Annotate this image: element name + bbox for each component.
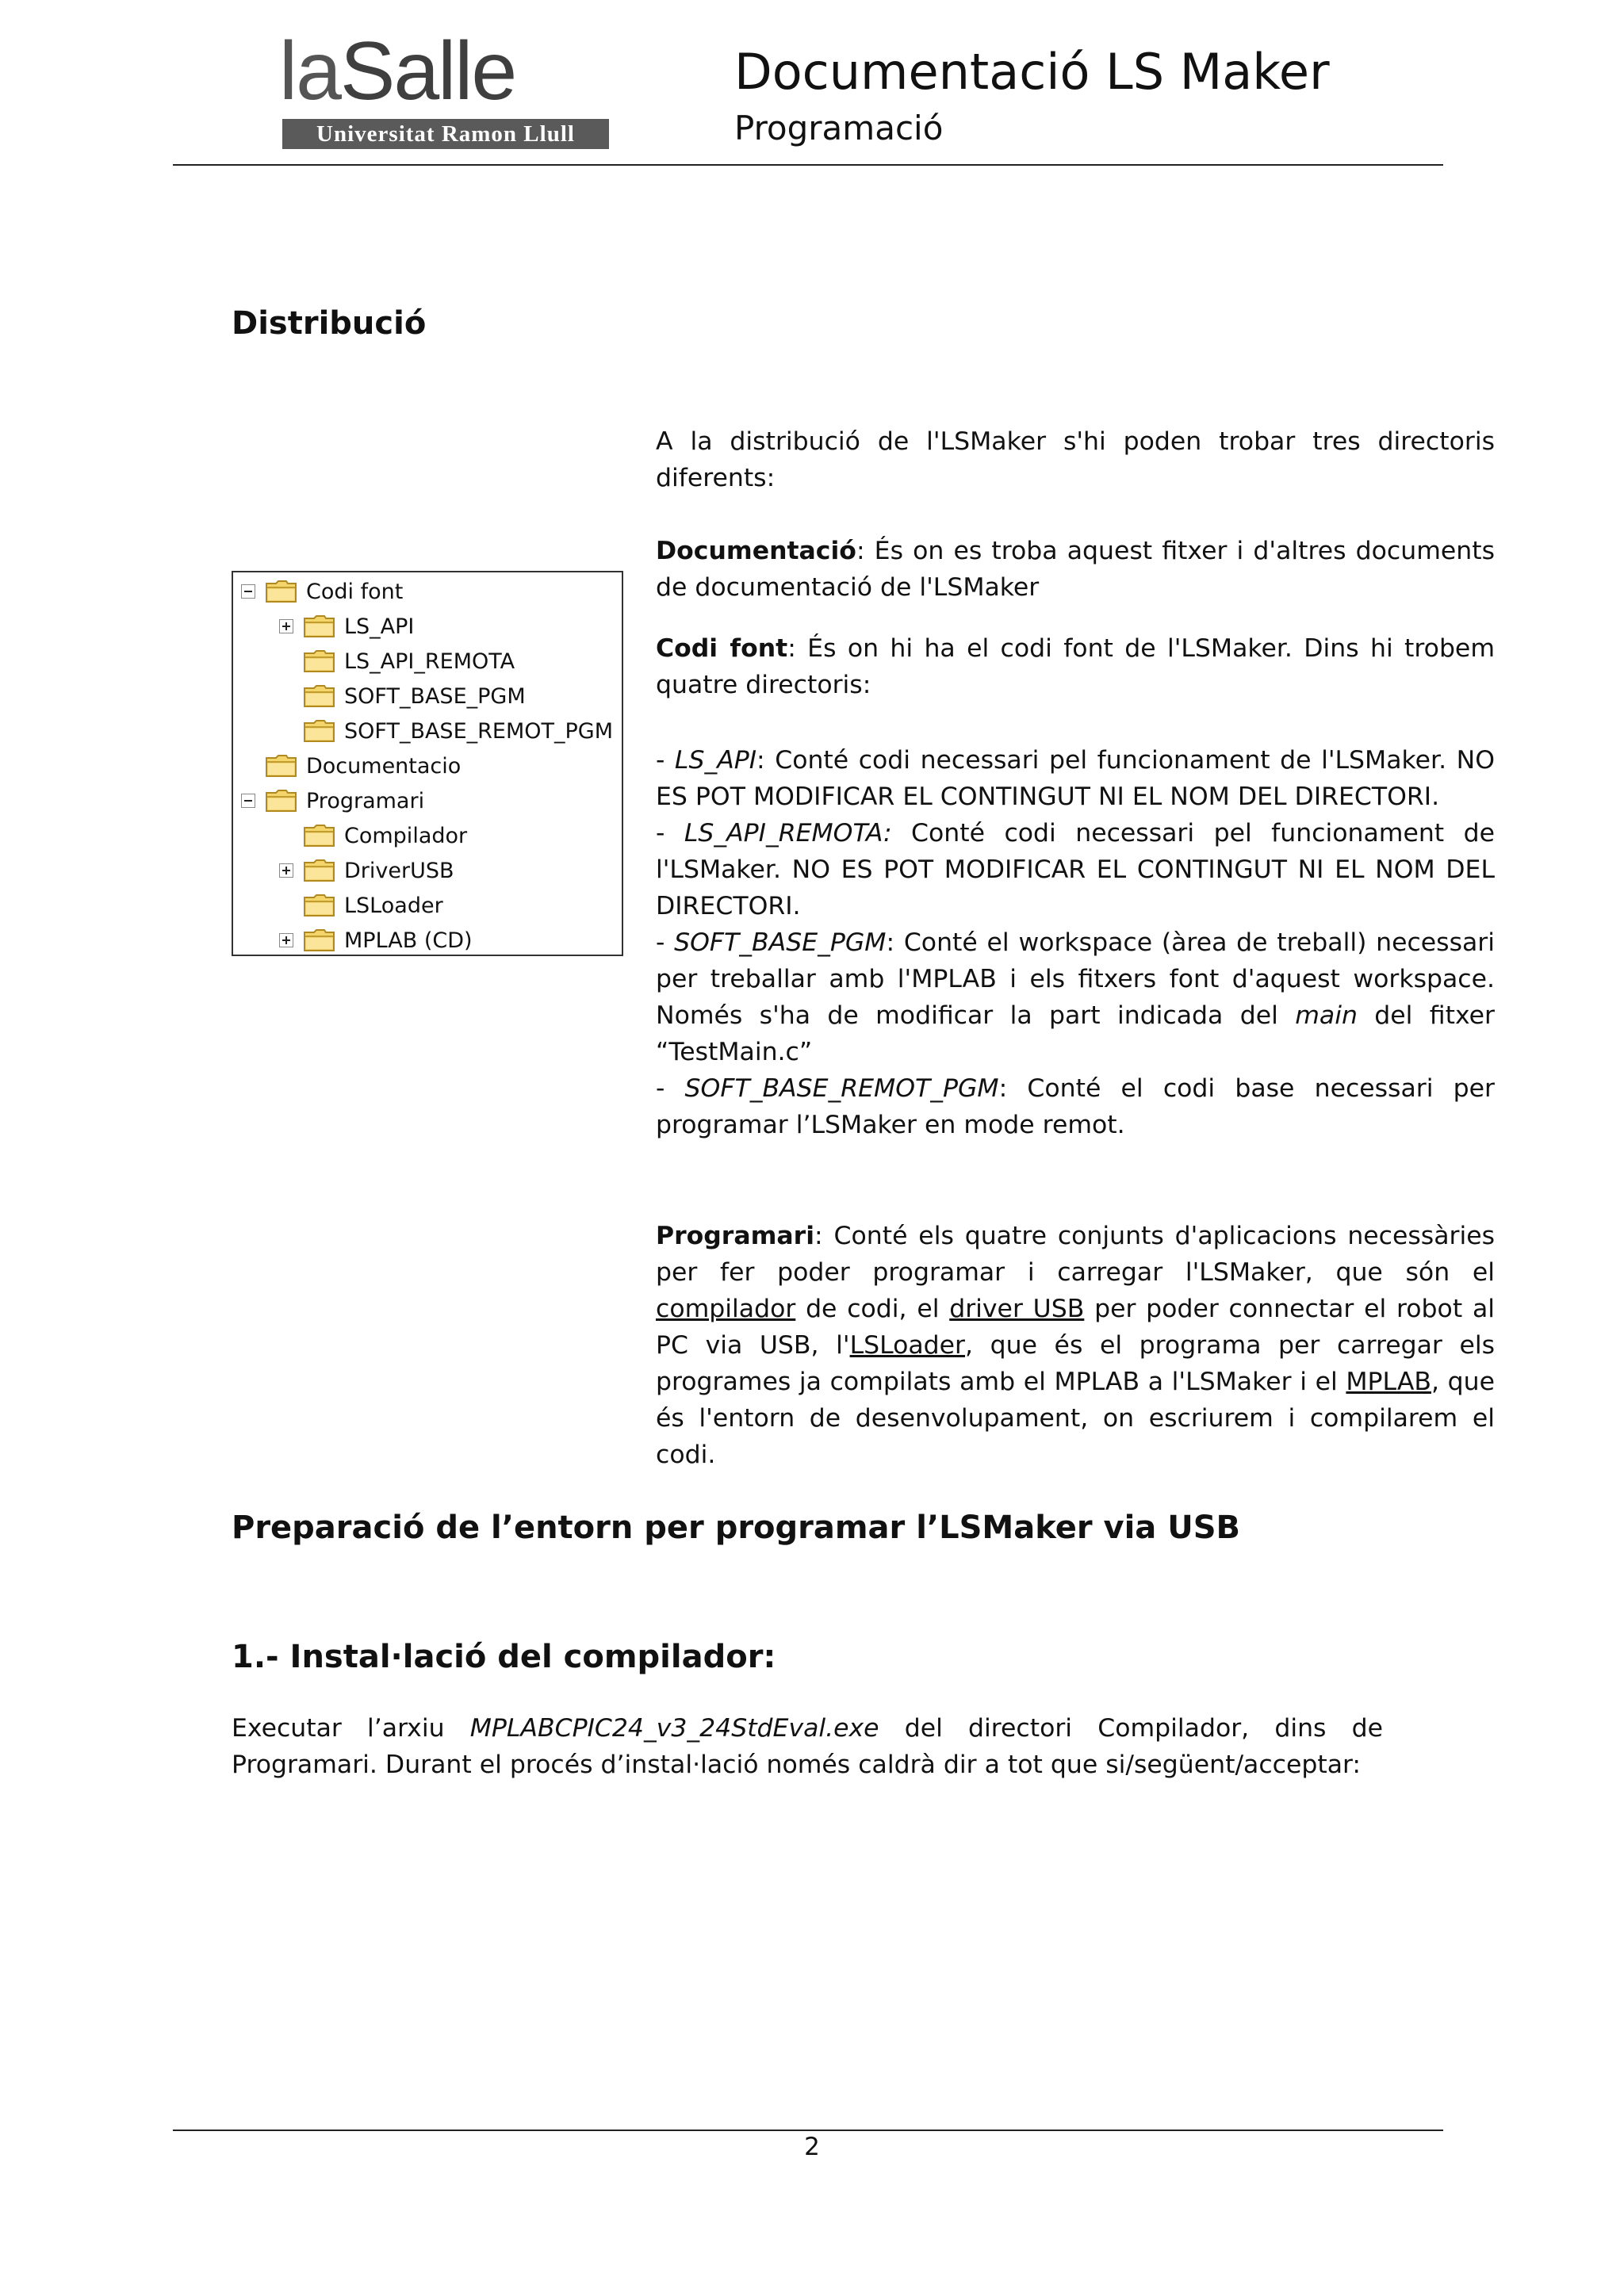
tree-spacer — [241, 759, 255, 773]
folder-icon — [303, 823, 336, 848]
ls-api-text: : Conté codi necessari pel funcionament de l'LSMaker. NO ES POT MODIFICAR EL CONTINGUT NI EL NOM DEL DIRECTORI. — [656, 746, 1495, 811]
intro-paragraph — [656, 423, 1495, 496]
tree-item[interactable] — [279, 680, 526, 712]
intro-text: A la distribució de l'LSMaker s'hi poden trobar tres directoris diferents: — [656, 427, 1495, 492]
folder-icon — [265, 579, 298, 604]
folder-icon — [265, 788, 298, 813]
subsection-heading-installacio: 1.- Instal·lació del compilador: — [232, 1639, 776, 1675]
soft-base-remot-pgm-text: : Conté el codi base necessari per programar l’LSMaker en mode remot. — [656, 1074, 1495, 1139]
tree-spacer — [279, 654, 293, 668]
documentacio-text: : És on es troba aquest fitxer i d'altres documents de documentació de l'LSMaker — [656, 537, 1495, 602]
tree-item-label: Compilador — [344, 823, 468, 848]
codi-font-paragraph — [656, 630, 1495, 703]
tree-item[interactable] — [279, 610, 414, 642]
driver-usb-link[interactable]: driver USB — [949, 1295, 1085, 1323]
folder-icon — [303, 893, 336, 918]
document-subtitle: Programació — [734, 109, 944, 147]
subdirectories-paragraph — [656, 742, 1495, 1143]
lasalle-logo — [279, 24, 515, 119]
tree-item[interactable] — [241, 785, 424, 817]
folder-icon — [303, 683, 336, 709]
tree-item[interactable] — [279, 924, 473, 956]
tree-item-label: Programari — [306, 788, 425, 813]
ls-api-remota-text: Conté codi necessari pel funcionament de l'LSMaker. NO ES POT MODIFICAR EL CONTINGUT NI EL NOM DEL DIRECTORI. — [656, 819, 1495, 920]
lsloader-link[interactable]: LSLoader — [849, 1331, 966, 1360]
documentacio-label: Documentació — [656, 537, 856, 565]
tree-item[interactable] — [279, 890, 443, 921]
tree-item-label: LS_API_REMOTA — [344, 649, 515, 674]
tree-item-label: SOFT_BASE_PGM — [344, 683, 526, 709]
folder-icon — [303, 858, 336, 883]
tree-item[interactable] — [279, 855, 454, 886]
tree-spacer — [279, 898, 293, 913]
ls-api-item: - LS_API: Conté codi necessari pel funcionament de l'LSMaker. NO ES POT MODIFICAR EL CONTINGUT NI EL NOM DEL DIRECTORI. — [656, 746, 1495, 811]
tree-item[interactable] — [241, 576, 403, 607]
documentacio-paragraph — [656, 533, 1495, 606]
tree-item[interactable] — [279, 645, 515, 677]
document-title: Documentació LS Maker — [734, 43, 1330, 101]
ls-api-remota-name: LS_API_REMOTA: — [684, 819, 892, 848]
tree-item-label: MPLAB (CD) — [344, 928, 473, 953]
tree-item-label: Documentacio — [306, 753, 462, 779]
soft-base-pgm-name: SOFT_BASE_PGM — [674, 928, 887, 957]
folder-icon — [265, 753, 298, 779]
expand-icon[interactable] — [279, 863, 293, 878]
compilador-link[interactable]: compilador — [656, 1295, 796, 1323]
tree-item-label: LS_API — [344, 614, 415, 639]
page-number: 2 — [804, 2133, 820, 2161]
installer-filename: MPLABCPIC24_v3_24StdEval.exe — [469, 1714, 879, 1743]
folder-icon — [303, 649, 336, 674]
soft-base-pgm-item: - SOFT_BASE_PGM: Conté el workspace (àrea de treball) necessari per treballar amb l'MPLAB i els fitxers font d'aquest workspace. Només s'ha de modificar la part indicada del main del fitxer “TestMain.c” — [656, 928, 1495, 1066]
tree-item-label: SOFT_BASE_REMOT_PGM — [344, 718, 613, 744]
programari-paragraph: Programari: Conté els quatre conjunts d'aplicacions necessàries per fer poder programar i carregar l'LSMaker, que són el compilador de codi, el driver USB per poder connectar el robot al PC via USB, l'LSLoader, que és el programa per carregar els programes ja compilats amb el MPLAB a l'LSMaker i el MPLAB, que és l'entorn de desenvolupament, on escriurem i compilarem el codi. — [656, 1222, 1495, 1469]
collapse-icon[interactable] — [241, 584, 255, 599]
tree-item-label: DriverUSB — [344, 858, 454, 883]
installacio-paragraph: Executar l’arxiu MPLABCPIC24_v3_24StdEval.exe del directori Compilador, dins de Programari. Durant el procés d’instal·lació només caldrà dir a tot que si/següent/acceptar: — [232, 1714, 1384, 1779]
folder-icon — [303, 614, 336, 639]
main-word: main — [1295, 1001, 1358, 1030]
soft-base-remot-pgm-item: - SOFT_BASE_REMOT_PGM: Conté el codi base necessari per programar l’LSMaker en mode remot. — [656, 1074, 1495, 1139]
tree-item[interactable] — [241, 750, 461, 782]
codi-font-text: : És on hi ha el codi font de l'LSMaker. Dins hi trobem quatre directoris: — [656, 634, 1496, 699]
logo-salle: Salle — [339, 25, 516, 117]
expand-icon[interactable] — [279, 619, 293, 633]
section-heading-distribucio: Distribució — [232, 305, 427, 342]
logo-university-bar: Universitat Ramon Llull — [282, 119, 609, 149]
ls-api-remota-item: - LS_API_REMOTA: Conté codi necessari pel funcionament de l'LSMaker. NO ES POT MODIFICAR EL CONTINGUT NI EL NOM DEL DIRECTORI. — [656, 819, 1495, 920]
programari-label: Programari — [656, 1222, 815, 1250]
expand-icon[interactable] — [279, 933, 293, 947]
ls-api-name: LS_API — [674, 746, 757, 775]
mplab-link[interactable]: MPLAB — [1346, 1368, 1431, 1396]
tree-spacer — [279, 724, 293, 738]
tree-item[interactable] — [279, 820, 467, 851]
collapse-icon[interactable] — [241, 794, 255, 808]
header-rule — [173, 164, 1443, 166]
folder-icon — [303, 928, 336, 953]
section-heading-preparacio: Preparació de l’entorn per programar l’LSMaker via USB — [232, 1510, 1240, 1546]
tree-spacer — [279, 689, 293, 703]
tree-item-label: LSLoader — [344, 893, 443, 918]
tree-spacer — [279, 828, 293, 843]
logo-la: la — [279, 25, 340, 117]
codi-font-label: Codi font — [656, 634, 788, 663]
soft-base-remot-pgm-name: SOFT_BASE_REMOT_PGM — [684, 1074, 999, 1103]
tree-item-label: Codi font — [306, 579, 404, 604]
folder-icon — [303, 718, 336, 744]
folder-tree — [232, 571, 623, 956]
tree-item[interactable] — [279, 715, 613, 747]
